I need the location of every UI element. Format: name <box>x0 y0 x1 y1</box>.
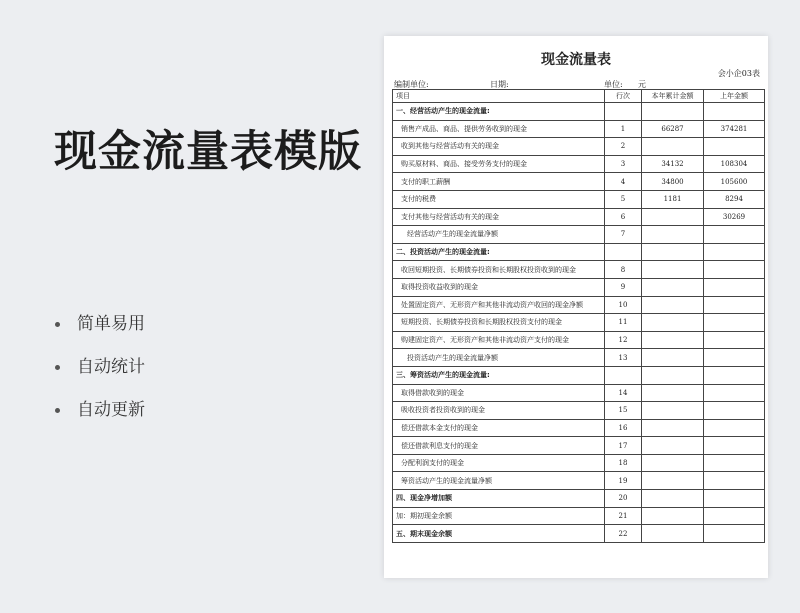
row-current-cell <box>642 243 704 261</box>
row-item-cell: 购建固定资产、无形资产和其他非流动资产支付的现金 <box>393 331 605 349</box>
bullet-icon <box>55 322 60 327</box>
row-item-cell: 短期投资、长期债券投资和长期股权投资支付的现金 <box>393 314 605 332</box>
table-row <box>393 331 765 349</box>
row-previous-cell: 374281 <box>704 120 765 138</box>
row-current-cell <box>642 490 704 508</box>
row-item-cell: 销售产成品、商品、提供劳务收到的现金 <box>393 120 605 138</box>
table-row <box>393 261 765 279</box>
row-item-cell: 取得借款收到的现金 <box>393 384 605 402</box>
row-item-cell: 分配利润支付的现金 <box>393 454 605 472</box>
table-row <box>393 366 765 384</box>
row-item-cell: 收到其他与经营活动有关的现金 <box>393 138 605 156</box>
row-item-cell: 五、期末现金余额 <box>393 525 605 543</box>
row-item-cell: 经营活动产生的现金流量净额 <box>393 226 605 244</box>
row-line-cell: 8 <box>605 261 642 279</box>
row-item-cell: 取得投资收益收到的现金 <box>393 278 605 296</box>
unit-value: 元 <box>638 80 646 89</box>
row-previous-cell <box>704 472 765 490</box>
table-row <box>393 384 765 402</box>
row-previous-cell <box>704 261 765 279</box>
table-row <box>393 226 765 244</box>
row-previous-cell <box>704 314 765 332</box>
table-row <box>393 138 765 156</box>
row-item-cell: 偿还借款利息支付的现金 <box>393 437 605 455</box>
row-previous-cell: 105600 <box>704 173 765 191</box>
table-row <box>393 472 765 490</box>
feature-item <box>55 312 145 355</box>
table-row <box>393 525 765 543</box>
row-previous-cell <box>704 525 765 543</box>
row-line-cell: 17 <box>605 437 642 455</box>
row-item-cell: 筹资活动产生的现金流量净额 <box>393 472 605 490</box>
header-current: 本年累计金额 <box>642 90 704 103</box>
feature-item <box>55 355 145 398</box>
table-row <box>393 208 765 226</box>
cash-flow-document <box>384 36 768 578</box>
row-item-cell: 加：期初现金余额 <box>393 507 605 525</box>
row-current-cell <box>642 507 704 525</box>
row-current-cell <box>642 419 704 437</box>
row-item-cell: 支付的职工薪酬 <box>393 173 605 191</box>
table-row <box>393 349 765 367</box>
cash-flow-table <box>392 89 765 543</box>
row-item-cell: 三、筹资活动产生的现金流量: <box>393 366 605 384</box>
row-previous-cell: 30269 <box>704 208 765 226</box>
table-row <box>393 243 765 261</box>
row-previous-cell <box>704 331 765 349</box>
row-current-cell <box>642 454 704 472</box>
row-line-cell: 2 <box>605 138 642 156</box>
row-current-cell <box>642 437 704 455</box>
row-current-cell: 1181 <box>642 190 704 208</box>
row-line-cell: 15 <box>605 402 642 420</box>
row-current-cell <box>642 331 704 349</box>
row-item-cell: 一、经营活动产生的现金流量: <box>393 103 605 121</box>
row-current-cell <box>642 349 704 367</box>
row-item-cell: 支付其他与经营活动有关的现金 <box>393 208 605 226</box>
row-line-cell: 20 <box>605 490 642 508</box>
row-previous-cell <box>704 437 765 455</box>
row-item-cell: 偿还借款本金支付的现金 <box>393 419 605 437</box>
table-row <box>393 278 765 296</box>
table-row <box>393 155 765 173</box>
row-current-cell <box>642 296 704 314</box>
table-row <box>393 490 765 508</box>
table-row <box>393 190 765 208</box>
table-row <box>393 419 765 437</box>
table-row <box>393 314 765 332</box>
row-previous-cell <box>704 454 765 472</box>
row-previous-cell <box>704 226 765 244</box>
row-current-cell <box>642 138 704 156</box>
table-row <box>393 507 765 525</box>
row-line-cell: 1 <box>605 120 642 138</box>
row-line-cell: 6 <box>605 208 642 226</box>
row-current-cell <box>642 261 704 279</box>
row-previous-cell <box>704 138 765 156</box>
table-row <box>393 103 765 121</box>
header-previous: 上年金额 <box>704 90 765 103</box>
row-line-cell: 4 <box>605 173 642 191</box>
row-line-cell <box>605 243 642 261</box>
row-previous-cell <box>704 366 765 384</box>
table-row <box>393 296 765 314</box>
row-line-cell <box>605 103 642 121</box>
row-previous-cell <box>704 296 765 314</box>
row-previous-cell <box>704 349 765 367</box>
feature-label: 自动统计 <box>77 357 145 377</box>
row-current-cell: 34132 <box>642 155 704 173</box>
feature-item <box>55 398 145 441</box>
row-previous-cell <box>704 419 765 437</box>
table-row <box>393 402 765 420</box>
row-item-cell: 投资活动产生的现金流量净额 <box>393 349 605 367</box>
row-current-cell <box>642 278 704 296</box>
row-line-cell: 7 <box>605 226 642 244</box>
promo-title: 现金流量表模版 <box>54 127 362 177</box>
row-line-cell <box>605 366 642 384</box>
row-current-cell <box>642 384 704 402</box>
document-title: 现金流量表 <box>541 52 611 68</box>
row-line-cell: 9 <box>605 278 642 296</box>
row-item-cell: 二、投资活动产生的现金流量: <box>393 243 605 261</box>
compiler-label: 编制单位: <box>394 80 429 89</box>
row-line-cell: 10 <box>605 296 642 314</box>
row-current-cell <box>642 525 704 543</box>
row-previous-cell: 108304 <box>704 155 765 173</box>
row-current-cell: 34800 <box>642 173 704 191</box>
table-row <box>393 173 765 191</box>
row-item-cell: 支付的税费 <box>393 190 605 208</box>
row-previous-cell <box>704 243 765 261</box>
table-row <box>393 437 765 455</box>
header-line: 行次 <box>605 90 642 103</box>
row-item-cell: 收回短期投资、长期债券投资和长期股权投资收到的现金 <box>393 261 605 279</box>
row-previous-cell <box>704 103 765 121</box>
row-current-cell <box>642 314 704 332</box>
row-previous-cell <box>704 402 765 420</box>
row-line-cell: 5 <box>605 190 642 208</box>
row-previous-cell <box>704 490 765 508</box>
row-current-cell <box>642 208 704 226</box>
row-line-cell: 19 <box>605 472 642 490</box>
row-line-cell: 13 <box>605 349 642 367</box>
row-current-cell <box>642 103 704 121</box>
row-previous-cell <box>704 384 765 402</box>
row-item-cell: 购买原材料、商品、接受劳务支付的现金 <box>393 155 605 173</box>
feature-list <box>55 312 145 441</box>
row-line-cell: 18 <box>605 454 642 472</box>
row-line-cell: 16 <box>605 419 642 437</box>
table-header-row <box>393 90 765 103</box>
row-current-cell <box>642 226 704 244</box>
bullet-icon <box>55 365 60 370</box>
row-line-cell: 3 <box>605 155 642 173</box>
unit-label: 单位: <box>604 80 623 89</box>
form-code: 会小企03表 <box>717 69 760 78</box>
row-line-cell: 14 <box>605 384 642 402</box>
row-previous-cell: 8294 <box>704 190 765 208</box>
row-current-cell <box>642 472 704 490</box>
row-current-cell <box>642 366 704 384</box>
row-line-cell: 21 <box>605 507 642 525</box>
row-current-cell <box>642 402 704 420</box>
header-item: 项目 <box>393 90 605 103</box>
table-row <box>393 454 765 472</box>
row-line-cell: 11 <box>605 314 642 332</box>
row-item-cell: 吸收投资者投资收到的现金 <box>393 402 605 420</box>
bullet-icon <box>55 408 60 413</box>
row-item-cell: 四、现金净增加额 <box>393 490 605 508</box>
row-previous-cell <box>704 507 765 525</box>
row-line-cell: 12 <box>605 331 642 349</box>
row-previous-cell <box>704 278 765 296</box>
feature-label: 自动更新 <box>77 400 145 420</box>
table-row <box>393 120 765 138</box>
feature-label: 简单易用 <box>77 314 145 334</box>
row-item-cell: 处置固定资产、无形资产和其他非流动资产收回的现金净额 <box>393 296 605 314</box>
date-label: 日期: <box>490 80 509 89</box>
row-line-cell: 22 <box>605 525 642 543</box>
row-current-cell: 66287 <box>642 120 704 138</box>
